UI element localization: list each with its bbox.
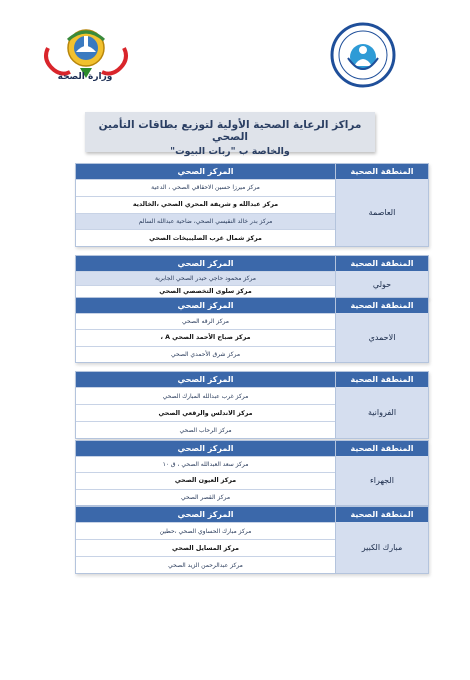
region-table <box>75 506 429 574</box>
center-row: مركز شمال غرب الصليبيخات الصحي <box>76 229 335 246</box>
center-row: مركز القصر الصحي <box>76 489 335 505</box>
ministry-label: وزارة الصحة <box>57 72 113 82</box>
region-name: حولي <box>336 271 428 298</box>
center-row: مركز الرقه الصحي <box>76 313 335 329</box>
region-column <box>335 507 428 573</box>
center-row: مركز محمود حاجي حيدر الصحي الجابرية <box>76 271 335 285</box>
region-column-header: المنطقة الصحية <box>336 164 428 179</box>
region-column <box>335 298 428 362</box>
region-column-header: المنطقة الصحية <box>336 298 428 313</box>
region-name: مبارك الكبير <box>336 522 428 573</box>
centers-column <box>76 256 335 298</box>
center-column-header: المركز الصحي <box>76 441 335 456</box>
centers-column <box>76 507 335 573</box>
center-column-header: المركز الصحي <box>76 164 335 179</box>
region-column-header: المنطقة الصحية <box>336 441 428 456</box>
region-name: الجهراء <box>336 456 428 505</box>
region-column-header: المنطقة الصحية <box>336 372 428 387</box>
center-row: مركز سلوى التخصصي الصحي <box>76 285 335 299</box>
region-name: الفروانية <box>336 387 428 438</box>
centers-column <box>76 298 335 362</box>
center-row: مركز غرب عبدالله المبارك الصحي <box>76 387 335 404</box>
title-banner <box>85 112 375 157</box>
center-row: مركز المسايل الصحي <box>76 539 335 556</box>
center-row: مركز عبدالله و شريفة المحري الصحي ،الخالدية <box>76 196 335 213</box>
region-name: العاصمة <box>336 179 428 246</box>
region-table <box>75 440 429 506</box>
center-row: مركز مبارك الحساوي الصحي ،حطين <box>76 522 335 539</box>
title-line-1: مراكز الرعاية الصحية الأولية لتوزيع بطاقات التأمين الصحي <box>98 119 362 143</box>
title-line-2: والخاصة ب "ربات البيوت" <box>170 146 290 157</box>
primary-health-care-logo <box>330 22 396 88</box>
center-row: مركز شرق الأحمدي الصحي <box>76 346 335 362</box>
center-column-header: المركز الصحي <box>76 298 335 313</box>
region-table <box>75 163 429 247</box>
center-row: مركز الاندلس والرقعي الصحي <box>76 404 335 421</box>
center-row: مركز العيون الصحي <box>76 472 335 488</box>
center-column-header: المركز الصحي <box>76 507 335 522</box>
centers-column <box>76 164 335 246</box>
region-column <box>335 164 428 246</box>
centers-column <box>76 441 335 505</box>
region-column <box>335 256 428 298</box>
region-table <box>75 297 429 363</box>
region-column-header: المنطقة الصحية <box>336 256 428 271</box>
region-name: الاحمدي <box>336 313 428 362</box>
region-column <box>335 441 428 505</box>
region-column-header: المنطقة الصحية <box>336 507 428 522</box>
center-row: مركز بدر خالد النقيسي الصحي، ضاحية عبدالله السالم <box>76 213 335 230</box>
centers-column <box>76 372 335 438</box>
center-row: مركز عبدالرحمن الزيد الصحي <box>76 556 335 573</box>
region-table <box>75 255 429 299</box>
center-row: مركز سعد العبدالله الصحي ، ق ١٠ <box>76 456 335 472</box>
region-table <box>75 371 429 439</box>
region-column <box>335 372 428 438</box>
center-row: مركز صباح الأحمد الصحي A ، <box>76 329 335 345</box>
center-row: مركز الرحاب الصحي <box>76 421 335 438</box>
center-row: مركز ميرزا حسين الاحقاقي الصحي ، الدعية <box>76 179 335 196</box>
center-column-header: المركز الصحي <box>76 372 335 387</box>
center-column-header: المركز الصحي <box>76 256 335 271</box>
